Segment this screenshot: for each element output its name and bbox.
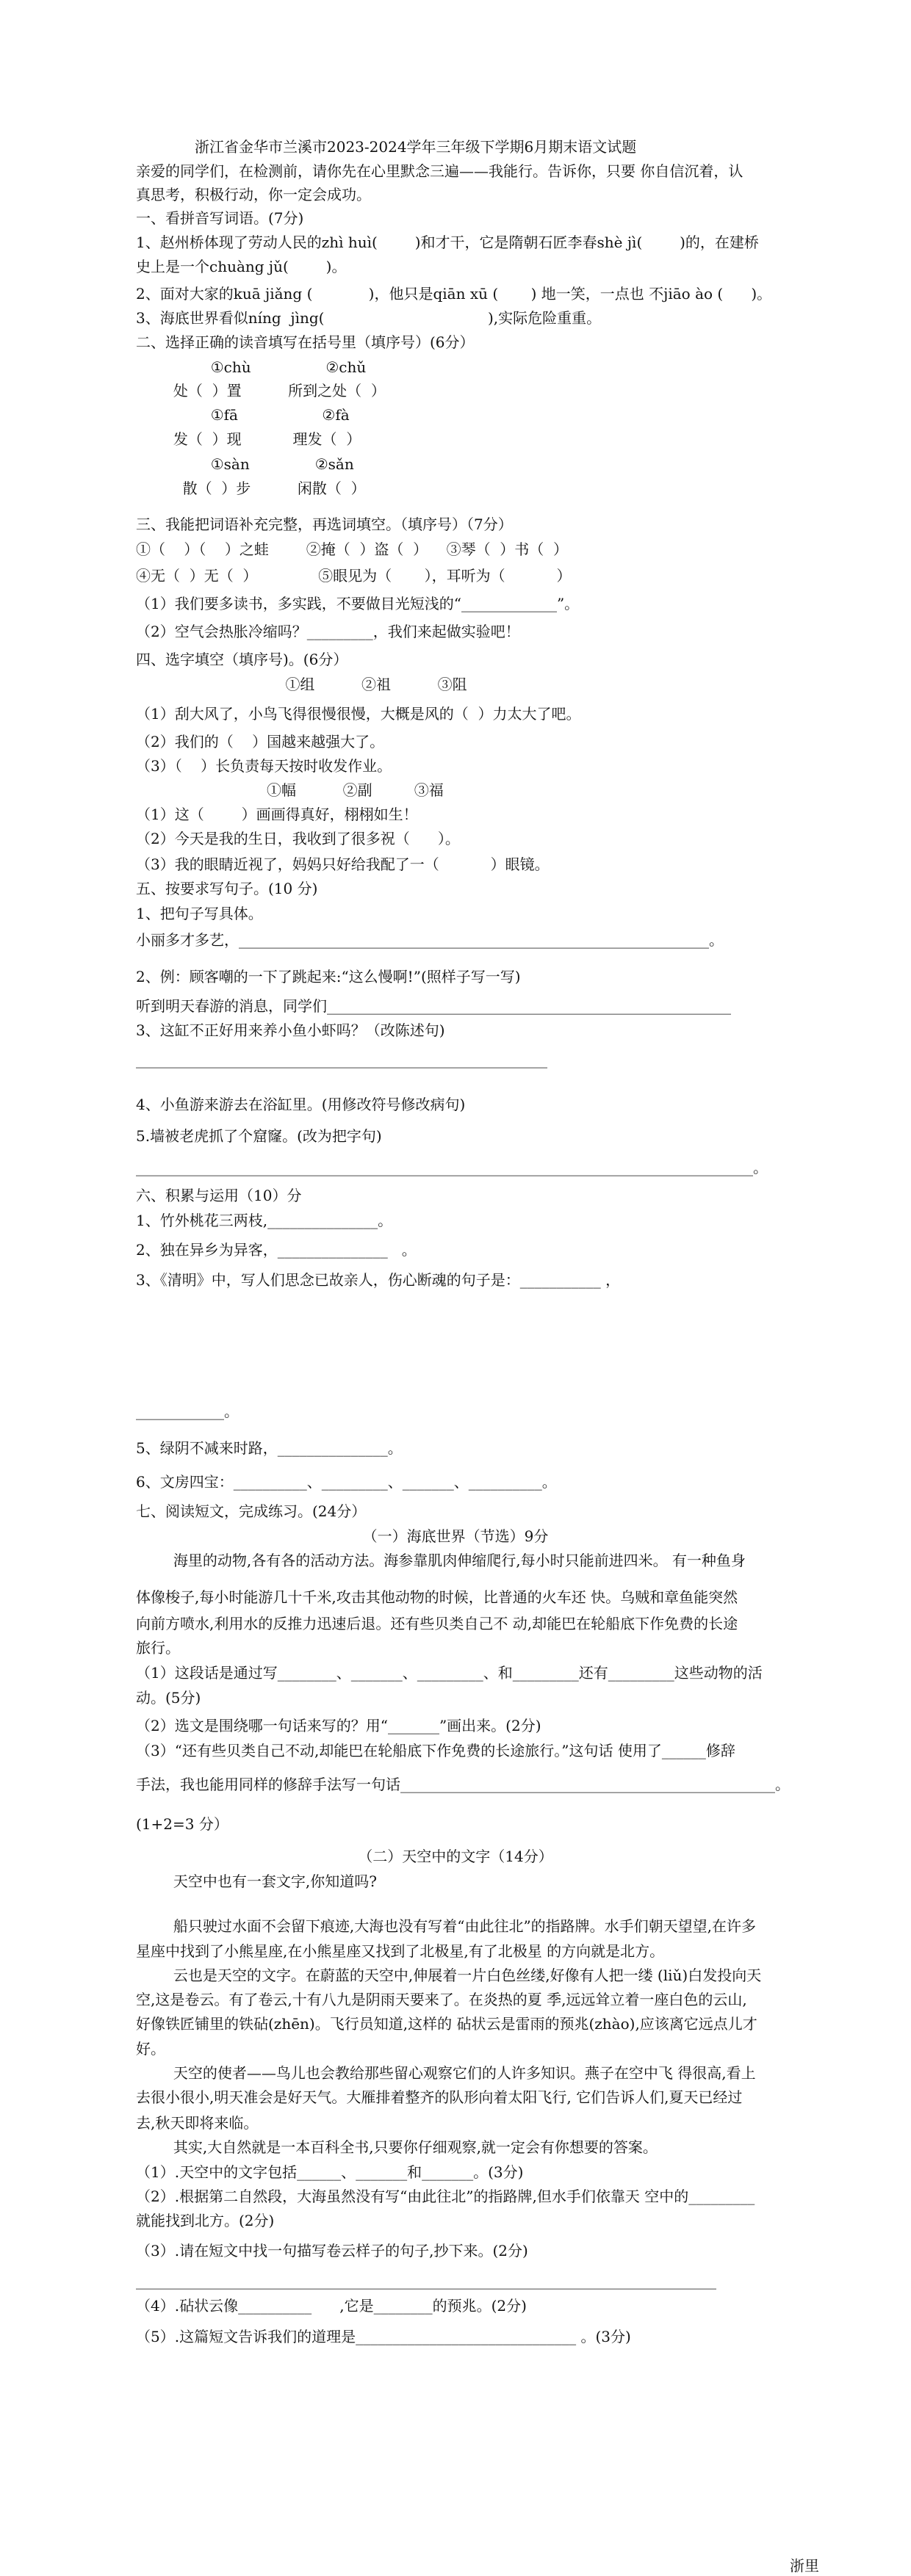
- text-line: 2、独在异乡为异客，_______________ 。: [136, 1241, 417, 1259]
- text-line: 史上是一个chuàng jǔ( )。: [136, 258, 347, 275]
- text-line: 处（ ）置 所到之处（ ）: [136, 382, 386, 399]
- text-line: 手法，我也能用同样的修辞手法写一句话___________________________________________________。: [136, 1776, 790, 1793]
- text-line: ____________________________________________________________________________________。: [136, 1159, 768, 1176]
- text-line: 3、《清明》中，写人们思念已故亲人，伤心断魂的句子是：___________ ，: [136, 1271, 621, 1289]
- text-line: 真思考，积极行动，你一定会成功。: [136, 186, 371, 203]
- section-heading: 六、积累与运用（10）分: [136, 1187, 302, 1204]
- text-line: （2）今天是我的生日，我收到了很多祝（ ）。: [136, 830, 460, 847]
- text-line: 4、小鱼游来游去在浴缸里。(用修改符号修改病句): [136, 1096, 466, 1113]
- text-line: ①（ ）（ ）之蛙 ②掩（ ）盗（ ） ③琴（ ）书（ ）: [136, 540, 569, 558]
- text-line: ④无（ ）无（ ） ⑤眼见为（ ），耳听为（ ）: [136, 567, 572, 585]
- text-line: _______________________________________________________________________________: [136, 2272, 716, 2290]
- text-line: ________________________________________________________: [136, 1051, 547, 1068]
- page-footer: 浙里: [790, 2557, 819, 2575]
- text-line: 散（ ）步 闲散（ ）: [136, 480, 366, 497]
- text-line: （4）.砧状云像__________ ,它是________的预兆。(2分): [136, 2297, 527, 2315]
- section-heading: 七、阅读短文，完成练习。(24分）: [136, 1502, 367, 1520]
- text-line: 1、竹外桃花三两枝,_______________。: [136, 1212, 393, 1229]
- text-line: 1、赵州桥体现了劳动人民的zhì huì( )和才干，它是隋朝石匠李春shè jì( )的，在建桥: [136, 234, 759, 251]
- text-line: 5、绿阴不减来时路，_______________。: [136, 1439, 403, 1457]
- text-line: （3）（ ）长负责每天按时收发作业。: [136, 757, 392, 775]
- text-line: （1）.天空中的文字包括______、_______和_______。(3分): [136, 2163, 524, 2181]
- text-line: （2）选文是围绕哪一句话来写的？用“_______”画出来。(2分): [136, 1717, 541, 1734]
- text-line: （2）.根据第二自然段，大海虽然没有写“由此往北”的指路牌,但水手们依靠天 空中的_________: [136, 2188, 755, 2205]
- section-heading: 二、选择正确的读音填写在括号里（填序号）(6分）: [136, 333, 475, 351]
- text-line: ①组 ②祖 ③阻: [136, 676, 467, 693]
- text-line: 去很小很小,明天准会是好天气。大雁排着整齐的队形向着太阳飞行, 它们告诉人们,夏天已经过: [136, 2088, 743, 2106]
- text-line: 其实,大自然就是一本百科全书,只要你仔细观察,就一定会有你想要的答案。: [136, 2138, 658, 2156]
- text-line: 空,这是卷云。有了卷云,十有八九是阴雨天要来了。在炎热的夏 季,远远耸立着一座白色的云山,: [136, 1991, 747, 2008]
- text-line: （1）我们要多读书，多实践，不要做目光短浅的“_____________”。: [136, 595, 580, 612]
- text-line: ①fā ②fà: [136, 406, 350, 424]
- text-line: 动。(5分): [136, 1689, 201, 1707]
- text-line: 2、面对大家的kuā jiǎng ( )，他只是qiān xū ( ) 地一笑，一点也 不jiāo ào ( )。: [136, 285, 772, 303]
- text-line: 天空的使者——鸟儿也会教给那些留心观察它们的人许多知识。燕子在空中飞 得很高,看上: [136, 2064, 756, 2082]
- text-line: 亲爱的同学们，在检测前，请你先在心里默念三遍——我能行。告诉你，只要 你自信沉着，认: [136, 162, 743, 180]
- passage-title: （二）天空中的文字（14分）: [358, 1848, 553, 1865]
- text-line: 3、海底世界看似níng jìng( ),实际危险重重。: [136, 309, 602, 327]
- text-line: 旅行。: [136, 1639, 180, 1657]
- text-line: 1、把句子写具体。: [136, 905, 263, 922]
- passage-title: （一）海底世界（节选）9分: [362, 1527, 549, 1545]
- text-line: 体像梭子,每小时能游几十千米,攻击其他动物的时候，比普通的火车还 快。乌贼和章鱼能突然: [136, 1588, 738, 1606]
- text-line: 6、文房四宝：__________、_________、_______、__________。: [136, 1473, 557, 1491]
- page-title: 浙江省金华市兰溪市2023-2024学年三年级下学期6月期末语文试题: [195, 138, 637, 156]
- text-line: （3）我的眼睛近视了，妈妈只好给我配了一（ ）眼镜。: [136, 855, 550, 873]
- text-line: 发（ ）现 理发（ ）: [136, 430, 361, 448]
- text-line: 5.墙被老虎抓了个窟窿。(改为把字句): [136, 1127, 382, 1145]
- text-line: 天空中也有一套文字,你知道吗?: [136, 1873, 377, 1890]
- text-line: (1+2=3 分）: [136, 1815, 228, 1833]
- section-heading: 五、按要求写句子。(10 分): [136, 880, 318, 897]
- text-line: 就能找到北方。(2分): [136, 2212, 275, 2229]
- text-line: （3）“还有些贝类自己不动,却能巴在轮船底下作免费的长途旅行。”这句话 使用了______修辞: [136, 1742, 735, 1759]
- text-line: ____________。: [136, 1403, 239, 1420]
- text-line: （3）.请在短文中找一句描写卷云样子的句子,抄下来。(2分): [136, 2242, 528, 2260]
- text-line: ①sàn ②sǎn: [136, 455, 354, 473]
- text-line: 云也是天空的文字。在蔚蓝的天空中,伸展着一片白色丝缕,好像有人把一缕 (liǔ)白发投向天: [136, 1967, 762, 1984]
- text-line: （5）.这篇短文告诉我们的道理是______________________________ 。(3分): [136, 2328, 631, 2345]
- section-heading: 三、我能把词语补充完整，再选词填空。（填序号）（7分）: [136, 515, 513, 533]
- text-line: （2）空气会热胀冷缩吗？_________，我们来起做实验吧！: [136, 623, 520, 640]
- text-line: （2）我们的（ ）国越来越强大了。: [136, 733, 385, 750]
- text-line: 小丽多才多艺，________________________________________________________________。: [136, 931, 724, 949]
- text-line: 3、这缸不正好用来养小鱼小虾吗？（改陈述句): [136, 1021, 445, 1039]
- text-line: ①幅 ②副 ③福: [136, 781, 444, 799]
- text-line: 向前方喷水,利用水的反推力迅速后退。还有些贝类自己不 动,却能巴在轮船底下作免费的长途: [136, 1615, 738, 1632]
- text-line: 听到明天春游的消息，同学们_______________________________________________________: [136, 997, 731, 1015]
- text-line: 好像铁匠铺里的铁砧(zhēn)。飞行员知道,这样的 砧状云是雷雨的预兆(zhào),应该离它远点儿才: [136, 2015, 757, 2033]
- text-line: 星座中找到了小熊星座,在小熊星座又找到了北极星,有了北极星 的方向就是北方。: [136, 1942, 665, 1960]
- text-line: 2、例：顾客嘲的一下了跳起来:“这么慢啊!”(照样子写一写): [136, 968, 521, 985]
- text-line: 海里的动物,各有各的活动方法。海参靠肌肉伸缩爬行,每小时只能前进四米。 有一种鱼身: [136, 1552, 746, 1569]
- section-heading: 一、看拼音写词语。(7分): [136, 209, 304, 227]
- text-line: 好。: [136, 2040, 165, 2058]
- text-line: ①chù ②chǔ: [136, 358, 367, 376]
- text-line: （1）这（ ）画画得真好，栩栩如生！: [136, 806, 418, 823]
- text-line: （1）刮大风了，小鸟飞得很慢很慢，大概是风的（ ）力太大了吧。: [136, 705, 581, 723]
- text-line: 去,秋天即将来临。: [136, 2114, 259, 2132]
- section-heading: 四、选字填空（填序号)。(6分）: [136, 651, 348, 668]
- text-line: 船只驶过水面不会留下痕迹,大海也没有写着“由此往北”的指路牌。水手们朝天望望,在许多: [136, 1917, 757, 1935]
- text-line: （1）这段话是通过写________、_______、_________、和_________还有_________这些动物的活: [136, 1664, 763, 1682]
